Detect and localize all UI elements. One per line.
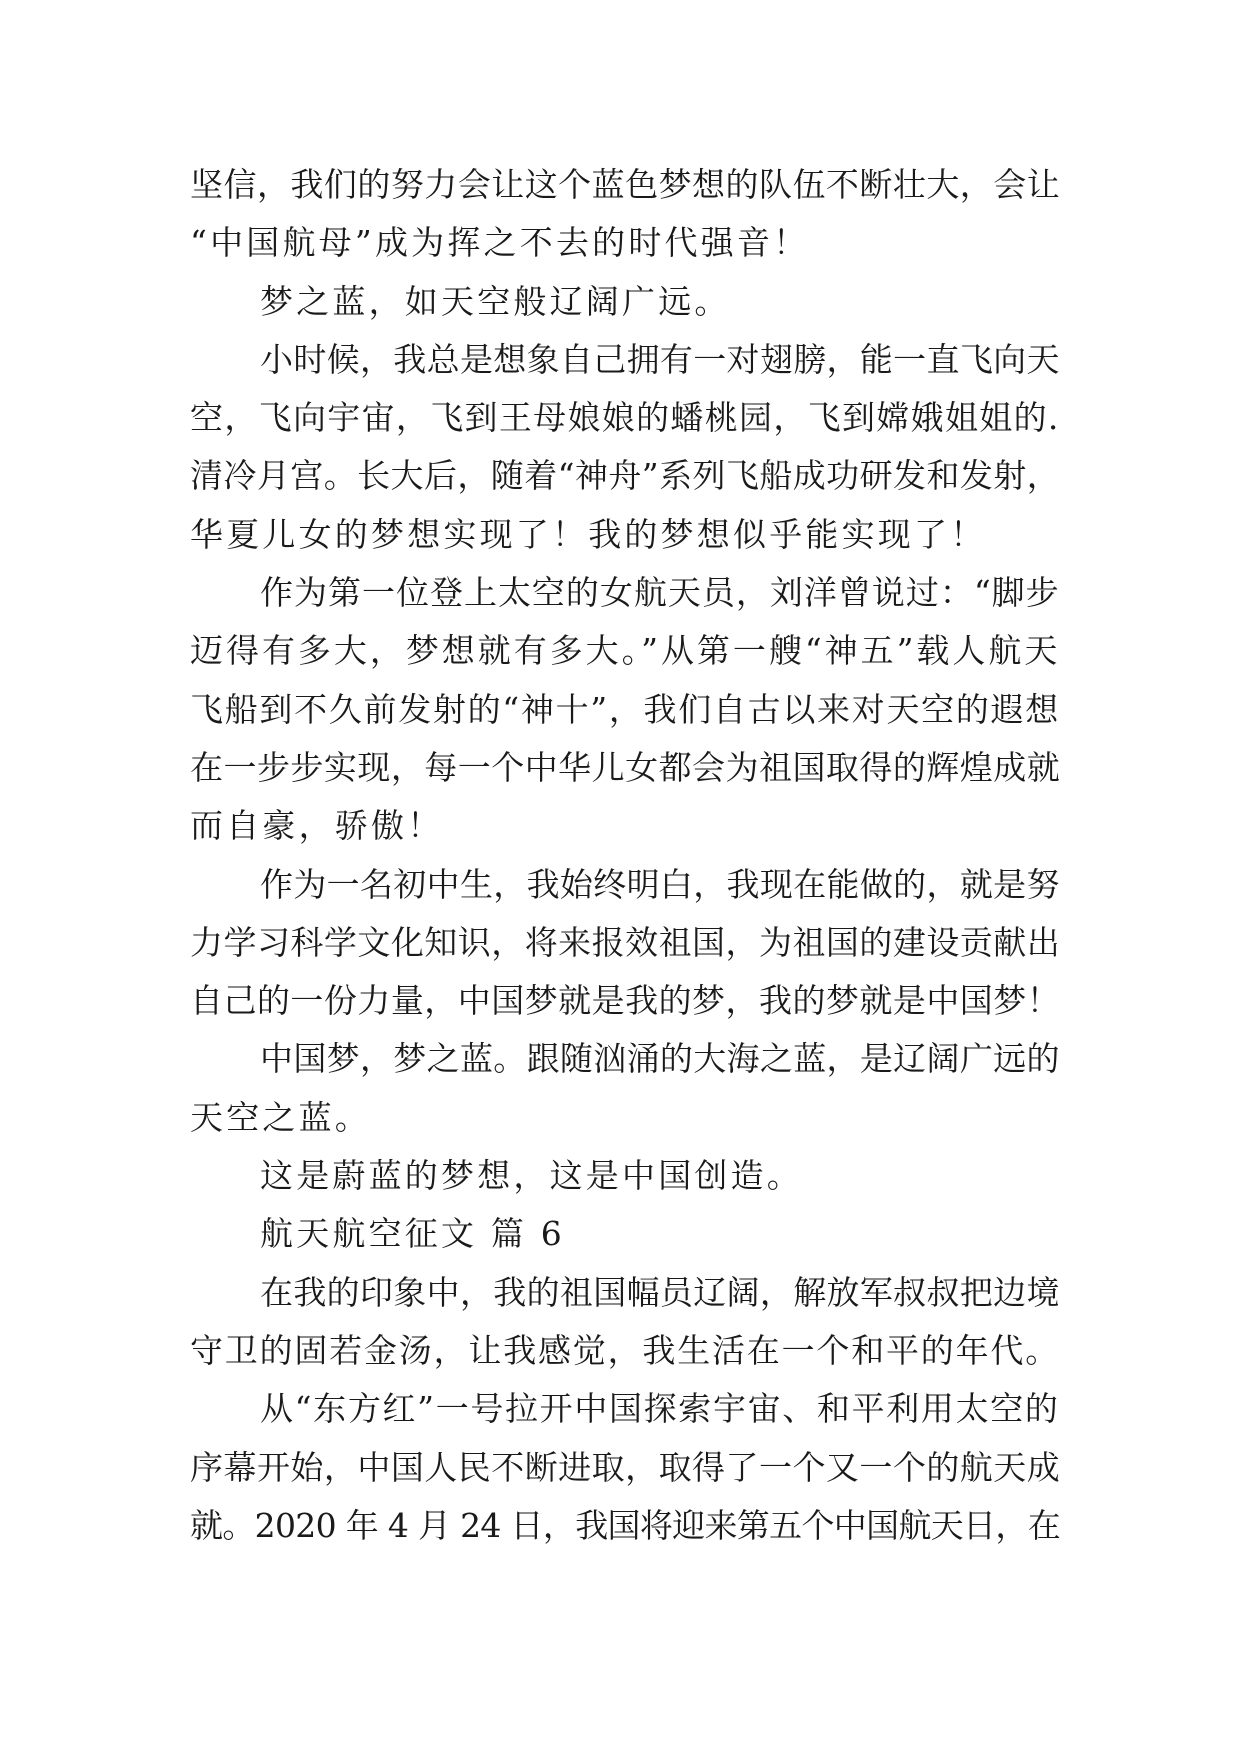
text-line: 空，飞向宇宙，飞到王母娘娘的蟠桃园，飞到嫦娥姐姐的.: [190, 398, 1060, 438]
text-line: 飞船到不久前发射的“神十”，我们自古以来对天空的遐想: [190, 689, 1060, 729]
text-line: 就。2020 年 4 月 24 日，我国将迎来第五个中国航天日，在: [190, 1505, 1061, 1545]
text-line: 在我的印象中，我的祖国幅员辽阔，解放军叔叔把边境: [260, 1272, 1060, 1312]
text-line: 从“东方红”一号拉开中国探索宇宙、和平利用太空的: [260, 1389, 1060, 1429]
text-line: 坚信，我们的努力会让这个蓝色梦想的队伍不断壮大，会让: [190, 165, 1061, 204]
text-line: 序幕开始，中国人民不断进取，取得了一个又一个的航天成: [190, 1447, 1061, 1487]
text-line: 迈得有多大，梦想就有多大。”从第一艘“神五”载人航天: [190, 631, 1061, 671]
text-line: 航天航空征文 篇 6: [260, 1214, 565, 1254]
text-line: 自己的一份力量，中国梦就是我的梦，我的梦就是中国梦！: [190, 981, 1061, 1021]
text-line: 这是蔚蓝的梦想，这是中国创造。: [260, 1156, 803, 1196]
text-line: 梦之蓝，如天空般辽阔广远。: [260, 281, 731, 321]
text-line: 中国梦，梦之蓝。跟随汹涌的大海之蓝，是辽阔广远的: [260, 1039, 1060, 1079]
document-body: [190, 156, 1060, 1555]
text-line: 清冷月宫。长大后，随着“神舟”系列飞船成功研发和发射，: [190, 456, 1061, 496]
text-line: 天空之蓝。: [190, 1097, 371, 1137]
text-line: 作为第一位登上太空的女航天员，刘洋曾说过：“脚步: [260, 573, 1060, 613]
text-line: 在一步步实现，每一个中华儿女都会为祖国取得的辉煌成就: [190, 747, 1061, 787]
text-line: 作为一名初中生，我始终明白，我现在能做的，就是努: [260, 864, 1060, 904]
text-line: 华夏儿女的梦想实现了！我的梦想似乎能实现了！: [190, 514, 987, 554]
text-line: 守卫的固若金汤，让我感觉，我生活在一个和平的年代。: [190, 1330, 1060, 1370]
text-line: “中国航母”成为挥之不去的时代强音！: [190, 223, 810, 263]
text-line: 而自豪，骄傲！: [190, 806, 444, 846]
text-line: 小时候，我总是想象自己拥有一对翅膀，能一直飞向天: [260, 339, 1060, 379]
text-line: 力学习科学文化知识，将来报效祖国，为祖国的建设贡献出: [190, 922, 1061, 962]
